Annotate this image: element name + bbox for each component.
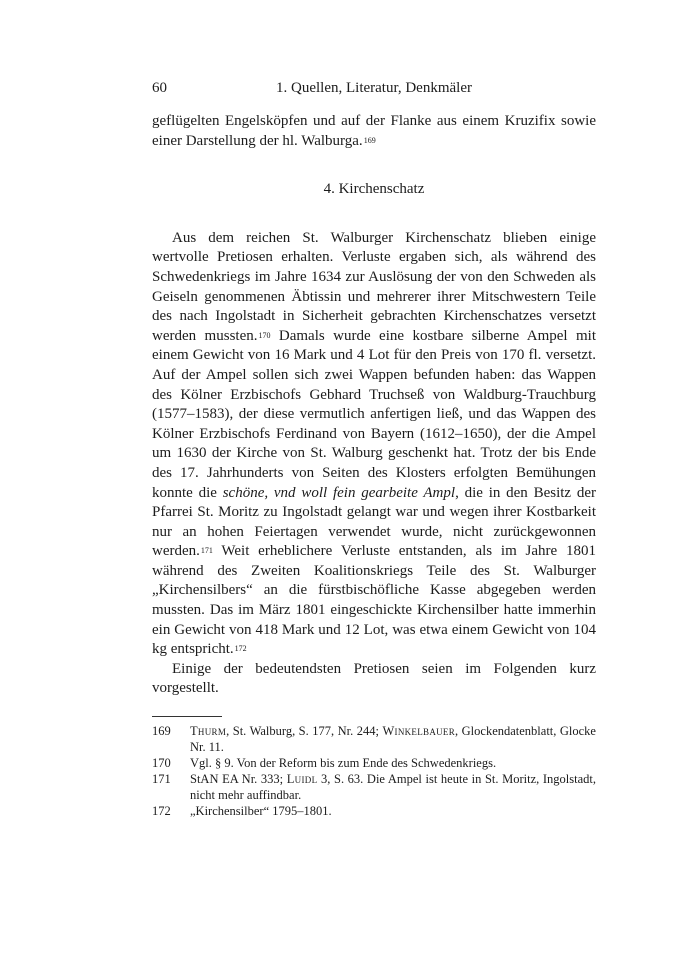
footnote-number: 172 <box>152 804 171 818</box>
author-name: Winkelbauer <box>382 724 456 738</box>
paragraph-closing: Einige der bedeutendsten Pretiosen seien im Folgenden kurz vorgestellt. <box>152 660 596 697</box>
para1-part-c: , die in den Besitz der Pfarrei St. Moritz zu Ingolstadt gelangt war und wegen ihrer Kostbarkeit nur an hohen Feiertagen verwendet wurde, nicht zurückgewonnen werden. <box>152 484 597 560</box>
footnote-ref-172: 172 <box>234 644 247 654</box>
footnote-text: Vgl. § 9. Von der Reform bis zum Ende des Schwedenkriegs. <box>190 756 497 770</box>
footnote-171 <box>152 771 596 803</box>
footnote-text: StAN EA Nr. 333; <box>190 772 287 786</box>
footnote-ref-170: 170 <box>258 330 271 340</box>
author-name: Luidl <box>286 772 318 786</box>
footnote-169 <box>152 723 596 755</box>
paragraph-kirchenschatz <box>152 229 596 660</box>
running-title: 1. Quellen, Literatur, Denkmäler <box>276 80 472 96</box>
intro-paragraph <box>152 112 596 151</box>
quoted-phrase: schöne, vnd woll fein gearbeite Ampl <box>222 484 456 501</box>
footnote-ref-169: 169 <box>363 135 376 145</box>
footnote-number: 169 <box>152 724 171 738</box>
footnote-number: 170 <box>152 756 171 770</box>
para1-part-b: Damals wurde eine kostbare silberne Ampel mit einem Gewicht von 16 Mark und 4 Lot für den Preis von 170 fl. versetzt. Auf der Ampel sollen sich zwei Wappen befunden haben: das Wappen des Kölner Erzbischofs Gebhard Truchseß von Waldburg-Trauchburg (1577–1583), der diese vermutlich anfertigen ließ, und das Wappen des Kölner Erzbischofs Ferdinand von Bayern (1612–1650), der die Ampel um 1630 der Kirche von St. Walburg geschenkt hat. Trotz der bis Ende des 17. Jahrhunderts von Seiten des Klosters erfolgten Bemühungen konnte die <box>152 327 596 501</box>
page-header <box>152 80 596 102</box>
intro-text: geflügelten Engelsköpfen und auf der Flanke aus einem Kruzifix sowie einer Darstellung der hl. Walburga. <box>152 113 596 149</box>
footnote-text: „Kirchensilber“ 1795–1801. <box>190 804 332 818</box>
footnote-172 <box>152 803 596 819</box>
main-text <box>152 112 596 699</box>
footnotes <box>152 723 596 819</box>
footnote-ref-171: 171 <box>200 546 213 556</box>
author-name: Thurm <box>190 724 227 738</box>
para1-part-d: Weit erheblichere Verluste entstanden, als im Jahre 1801 während des Zweiten Koalitionskriegs Teile des St. Walburger „Kirchensilbers“ an die fürstbischöfliche Kasse abgegeben werden mussten. Das im März 1801 eingeschickte Kirchensilber hatte immerhin ein Gewicht von 418 Mark und 12 Lot, was etwa einem Gewicht von 104 kg entspricht. <box>152 543 596 658</box>
footnote-170 <box>152 755 596 771</box>
footnote-text: , St. Walburg, S. 177, Nr. 244; <box>226 724 383 738</box>
page-number: 60 <box>152 80 167 96</box>
footnote-divider <box>152 716 222 717</box>
section-heading: 4. Kirchenschatz <box>323 181 425 198</box>
footnote-number: 171 <box>152 772 171 786</box>
footnote-text: 3, S. 63. Die Ampel ist heute in St. Moritz, Ingolstadt, nicht mehr auffindbar. <box>190 772 596 802</box>
para1-part-a: Aus dem reichen St. Walburger Kirchenschatz blieben einige wertvolle Pretiosen erhalten. Verluste ergaben sich, als während des Schwedenkriegs im Jahre 1634 zur Auslösung der von den Schweden als Geiseln genommenen Äbtissin und mehrerer ihrer Mitschwestern Teile des nach Ingolstadt in Sicherheit gebrachten Kirchenschatzes versetzt werden mussten. <box>152 229 596 344</box>
footnote-text: , Glockendatenblatt, Glocke Nr. 11. <box>190 724 596 754</box>
